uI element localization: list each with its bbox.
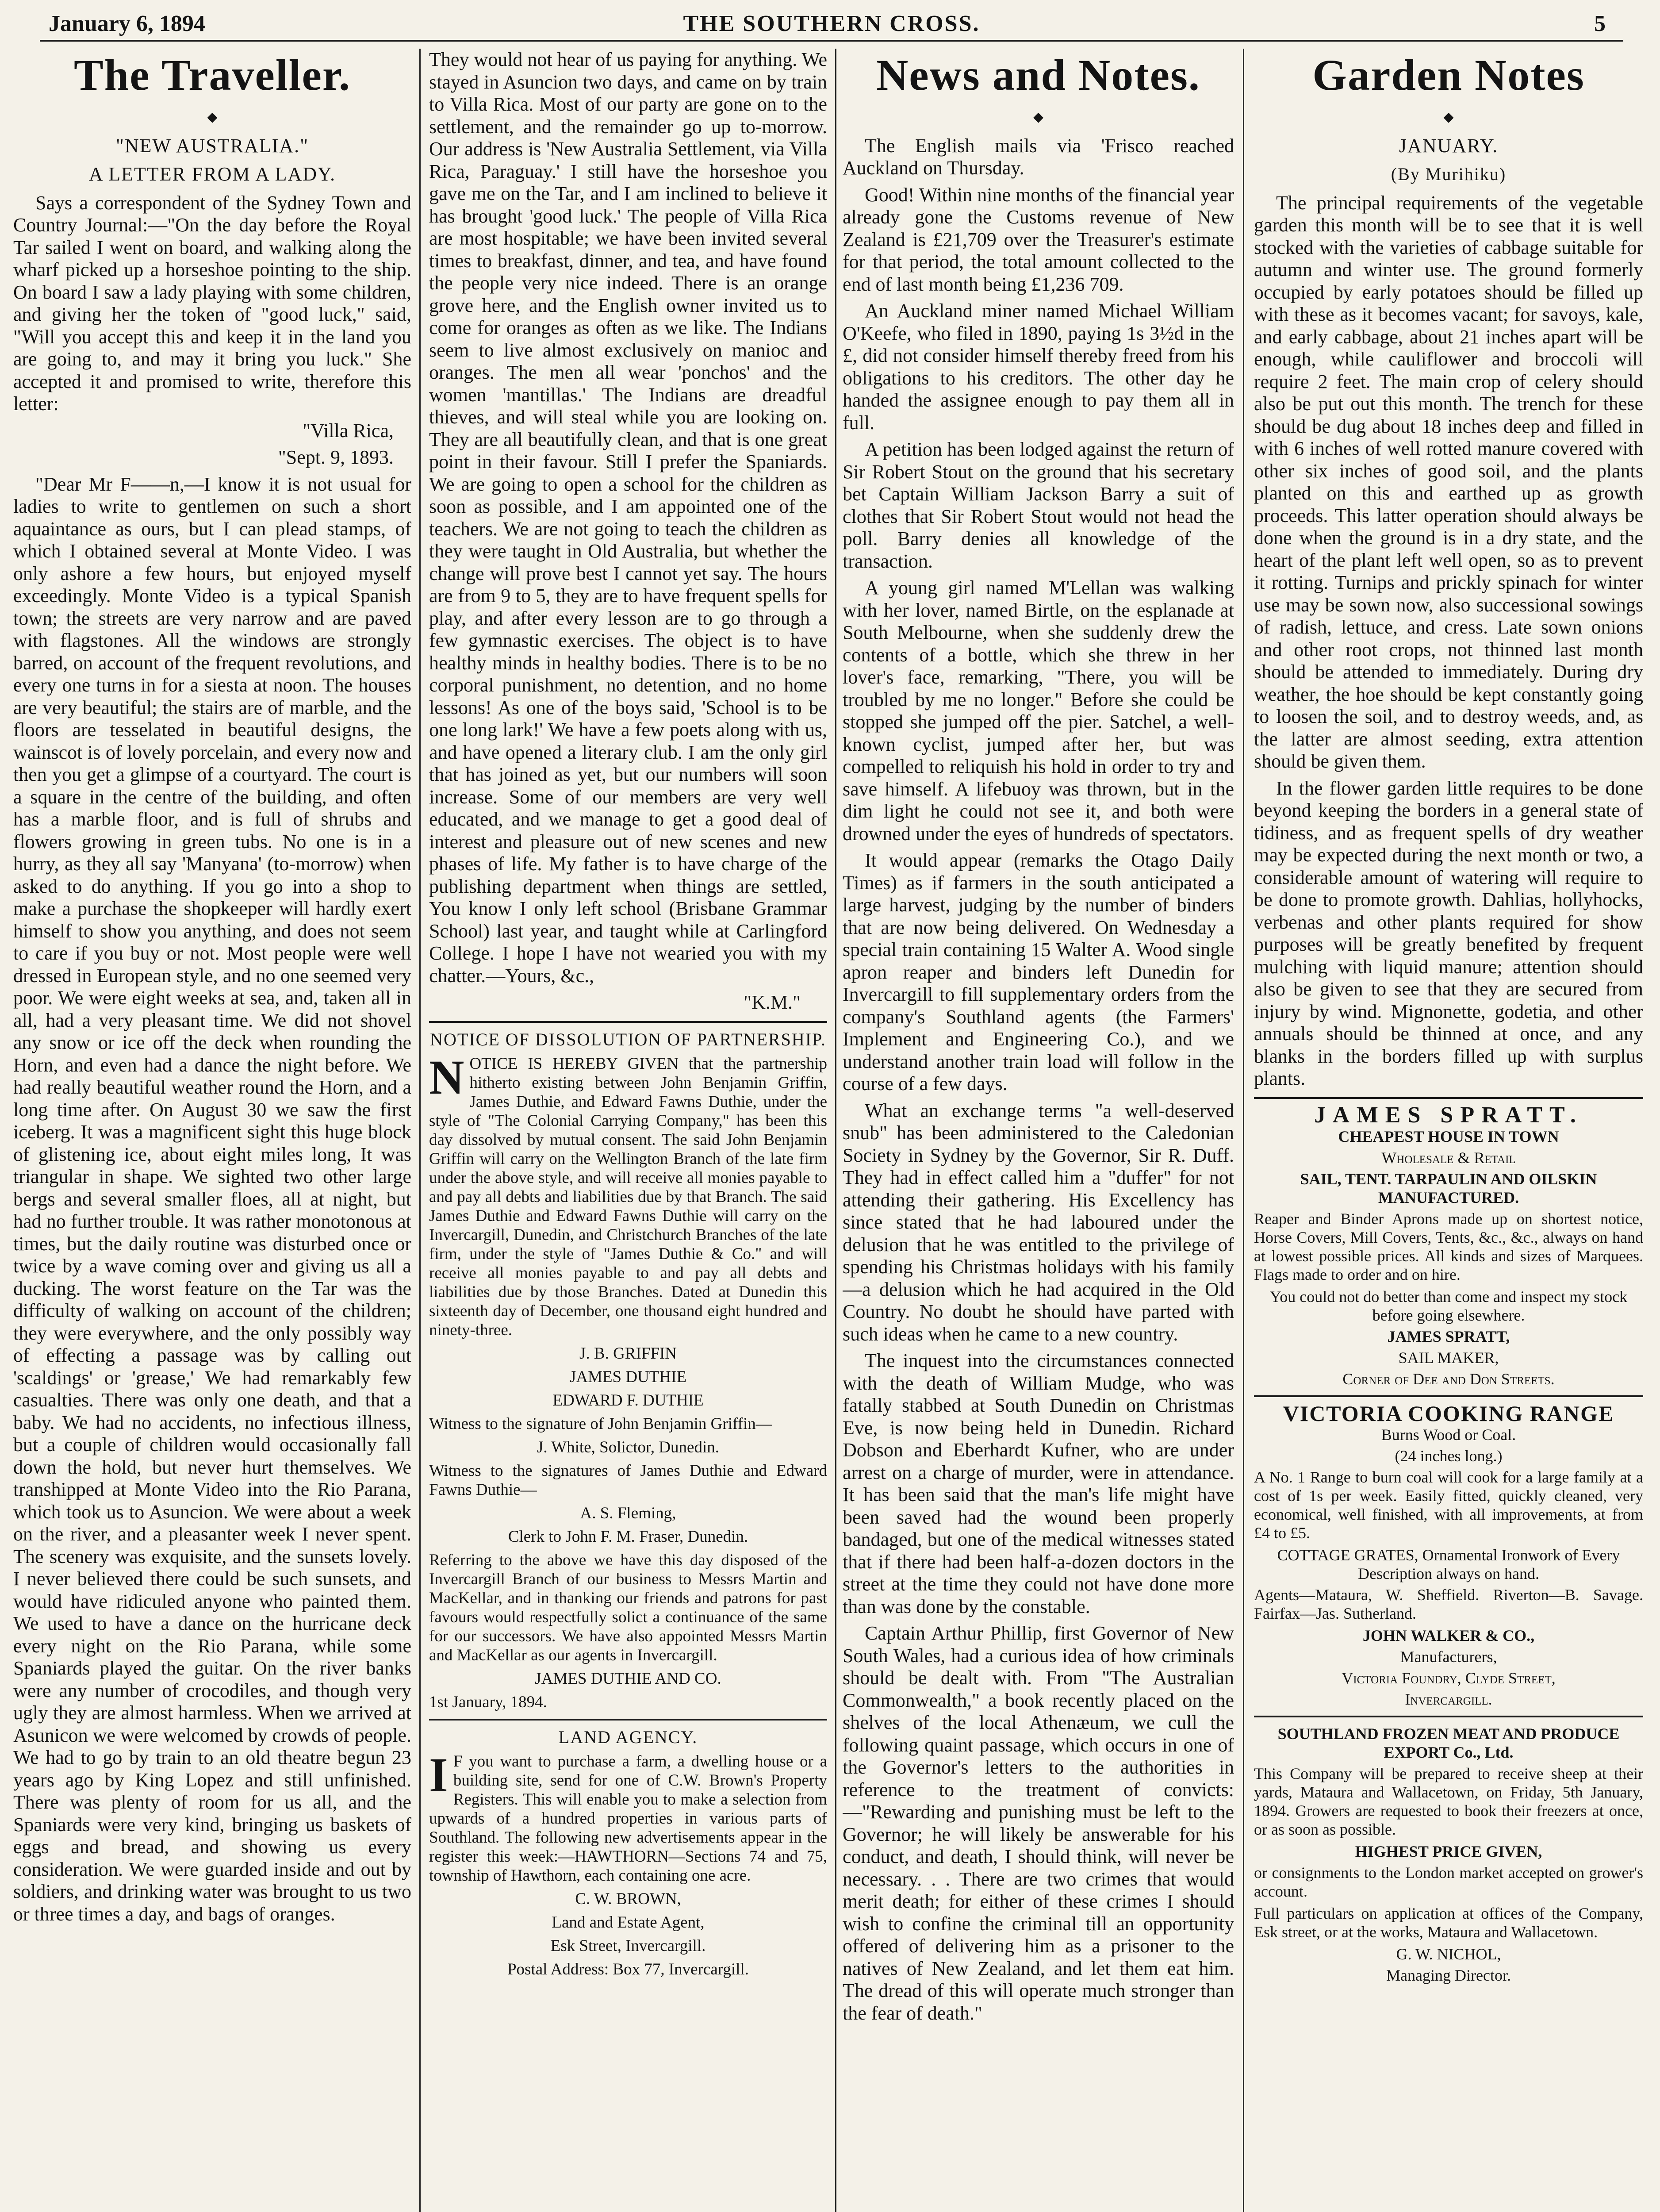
ad-line: Corner of Dee and Don Streets. [1342, 1370, 1555, 1388]
letter-dateline: "Villa Rica, [303, 419, 394, 442]
column-rule [835, 49, 836, 2212]
divider [429, 1719, 827, 1720]
news-paragraph: The English mails via 'Frisco reached Auckland on Thursday. [843, 134, 1234, 179]
agent-name: C. W. BROWN, [575, 1889, 681, 1908]
signatory: JAMES DUTHIE AND CO. [535, 1669, 721, 1688]
notice-body: Referring to the above we have this day disposed of the Invercargill Branch of our business to Messrs Martin and MacKellar, and in thanking our friends and patrons for past favours would respectfully solict a continuance of the same for our successors. We have also appointed Messrs Martin and MacKellar as our agents in Invercargill. [429, 1551, 827, 1664]
divider [429, 1021, 827, 1023]
ornament-icon: ◆ [1443, 110, 1454, 124]
ornament-icon: ◆ [207, 110, 218, 124]
ad-line: You could not do better than come and inspect my stock before going elsewhere. [1269, 1287, 1628, 1324]
traveller-heading: The Traveller. [73, 50, 351, 100]
ad-line: Burns Wood or Coal. [1381, 1425, 1516, 1444]
divider [1254, 1716, 1643, 1717]
column-traveller [13, 49, 411, 2212]
garden-month: JANUARY. [1399, 134, 1499, 157]
ad-title: SOUTHLAND FROZEN MEAT AND PRODUCE EXPORT Co., Ltd. [1277, 1724, 1620, 1761]
signatory: EDWARD F. DUTHIE [552, 1391, 704, 1409]
notice-date: 1st January, 1894. [429, 1693, 547, 1711]
witness-title: Clerk to John F. M. Fraser, Dunedin. [508, 1527, 748, 1546]
column-garden-ads [1254, 49, 1643, 2212]
witness-line: Witness to the signatures of James Duthie and Edward Fawns Duthie— [429, 1461, 827, 1499]
ad-title: LAND AGENCY. [558, 1727, 698, 1747]
ad-body: Reaper and Binder Aprons made up on shortest notice, Horse Covers, Mill Covers, Tents, &c., &c., always on hand at lowest possible prices. All kinds and sizes of Marquees. Flags made to order and on hire. [1254, 1210, 1643, 1283]
ad-line: COTTAGE GRATES, Ornamental Ironwork of Every Description always on hand. [1277, 1546, 1620, 1582]
victoria-range-ad [1254, 1401, 1643, 1709]
column-continued [429, 49, 827, 2212]
ad-line: SAIL, TENT. TARPAULIN AND OILSKIN MANUFACTURED. [1300, 1170, 1597, 1206]
drop-cap: I [429, 1747, 448, 1802]
ad-body: A No. 1 Range to burn coal will cook for a large family at a cost of 1s per week. Easily fitted, quickly cleaned, very economical, well finished, with all improvements, at from £4 to £5. [1254, 1468, 1643, 1542]
news-paragraph: What an exchange terms "a well-deserved snub" has been administered to the Caledonian Society in Sydney by the Governor, Sir R. Duff. They had in effect called him a "duffer" for not attending their gathering. His Excellency has since stated that he had laboured under the delusion that he was entitled to the privilege of spending his Christmas holidays with his family—a delusion which he had acquired in the Old Country. No doubt he should have parted with such ideas when he came to a new country. [843, 1099, 1234, 1345]
ad-line: (24 inches long.) [1395, 1447, 1503, 1465]
article-paragraph: They would not hear of us paying for anything. We stayed in Asuncion two days, and came on by train to Villa Rica. Most of our party are gone on to the settlement, and the remainder go up to-morrow. Our address is 'New Australia Settlement, via Villa Rica, Paraguay.' I still have the horseshoe you gave me on the Tar, and I am inclined to believe it has brought 'good luck.' The people of Villa Rica are most hospitable; we have been invited several times to breakfast, dinner, and tea, and have found the people very nice indeed. There is an orange grove here, and the English owner invited us to come for oranges as often as we like. The Indians seem to live almost exclusively on manioc and oranges. The men all wear 'ponchos' and the women 'mantillas.' The Indians are dreadful thieves, and will steal while you are looking on. They are all beautifully clean, and that is one great point in their favour. Still I prefer the Spaniards. We are going to open a school for the children as soon as possible, and I am appointed one of the teachers. We are not going to teach the children as they were taught in Old Australia, but whether the change will prove best I cannot yet say. The hours are from 9 to 5, they are to have frequent spells for play, and after every lesson are to go through a few gymnastic exercises. The object is to have healthy minds in healthy bodies. There is to be no corporal punishment, no detention, and no home lessons! As one of the boys said, 'School is to be one long lark!' We have a few poets along with us, and have opened a literary club. I am the only girl that has joined as yet, but our numbers will soon increase. Some of our members are very well educated, and we manage to get a good deal of interest and pleasure out of new scenes and new phases of life. My father is to have charge of the publishing department when things are settled, You know I only left school (Brisbane Grammar School) last year, and taught while at Carlingford College. I hope I have not wearied you with my chatter.—Yours, &c., [429, 49, 827, 987]
article-paragraph: "Dear Mr F——n,—I know it is not usual for ladies to write to gentlemen on such a short aquaintance as ours, but I can plead stamps, of which I obtained several at Monte Video. I was only ashore a few hours, but enjoyed myself exceedingly. Monte Video is a typical Spanish town; the streets are very narrow and are paved with flagstones. All the windows are strongly barred, on account of the frequent revolutions, and every one turns in for a siesta at noon. The houses are very beautiful; the stairs are of marble, and the floors are tesselated in beautiful designs, the wainscot is of lovely porcelain, and every now and then you get a glimpse of a courtyard. The court is a square in the centre of the building, and often has a marble floor, and is full of shrubs and flowers growing in green tubs. No one is in a hurry, as they all say 'Manyana' (to-morrow) when asked to do anything. If you go into a shop to make a purchase the shopkeeper will hardly exert himself to show you anything, and does not seem to care if you buy or not. Most people were well dressed in European style, and no one seemed very poor. We were eight weeks at sea, and, taken all in all, had a very pleasant time. We did not shovel any snow or ice off the deck when rounding the Horn, and even had a dance the night before. We had really beautiful weather round the Horn, and a long time after. On August 30 we saw the first iceberg. It was a magnificent sight this huge block of glistening ice, about eight miles long, It was triangular in shape. We sighted two other large bergs and several smaller floes, all at night, but had no further trouble. It was rather monotonous at times, but the daily routine was disturbed once or twice by a wave coming over and giving us all a ducking. The worst feature on the Tar was the difficulty of walking on account of the children; they were everywhere, and the only possibly way of effecting a passage was by calling out 'scaldings' or 'grease,' We had remarkably few casualties. There was only one death, and that a baby. We had no accidents, no infectious illness, but a couple of children would occasionally fall down the hold, but never hurt themselves. We transhipped at Monte Video into the Rio Parana, which took us to Asuncion. We were about a week on the river, and a pleasanter week I never spent. The scenery was exquisite, and the sunsets lovely. I never believed there could be such sunsets, and would have ridiculed anyone who painted them. We used to have a dance on the hurricane deck every night on the Rio Parana, while some Spaniards played the guitar. On the river banks were any number of crocodiles, and though very ugly they are almost harmless. When we arrived at Asunicon we were welcomed by crowds of people. We had to go by train to an old theatre begun 23 years ago by King Lopez and still unfinished. There was plenty of room for us all, and the Spaniards were very kind, bringing us baskets of eggs and bread, and showing us every consideration. We were guarded inside and out by soldiers, and drinking water was brought to us two or three times a day, and bags of oranges. [13, 473, 411, 1925]
page-number: 5 [1594, 11, 1606, 36]
ad-line: G. W. NICHOL, [1396, 1945, 1501, 1963]
ad-line: or consignments to the London market accepted on grower's account. [1254, 1863, 1643, 1900]
article-paragraph: Says a correspondent of the Sydney Town and Country Journal:—"On the day before the Royal Tar sailed I went on board, and walking along the wharf picked up a horseshoe pointing to the ship. On board I saw a lady playing with some children, and giving her the token of "good luck," said, "Will you accept this and keep it in the land you are going to, and may it bring you luck." She accepted it and promised to write, therefore this letter: [13, 192, 411, 415]
spratt-ad [1254, 1102, 1643, 1388]
signatory: J. B. GRIFFIN [579, 1344, 677, 1363]
news-paragraph: An Auckland miner named Michael William O'Keefe, who filed in 1890, paying 1s 3½d in the £, did not consider himself thereby freed from his obligations to his creditors. The other day he handed the assignee enough to pay them all in full. [843, 300, 1234, 434]
drop-cap: N [429, 1050, 464, 1104]
garden-paragraph: In the flower garden little requires to be done beyond keeping the borders in a general state of tidiness, and as frequent spells of dry weather may be expected during the next month or two, a considerable amount of watering will require to be done to promote growth. Dahlias, hollyhocks, verbenas and other plants required for show purposes will be greatly benefited by frequent mulching with liquid manure; attention should also be given to see that they are secured from injury by wind. Mignonette, godetia, and other annuals should be thinned at once, and any blanks in the borders filled up with surplus plants. [1254, 777, 1643, 1089]
paper-title: THE SOUTHERN CROSS. [683, 11, 980, 36]
news-paragraph: A petition has been lodged against the return of Sir Robert Stout on the ground that his secretary bet Captain William Jackson Barry a suit of clothes that Sir Robert Stout would not head the poll. Barry denies all knowledge of the transaction. [843, 438, 1234, 572]
divider [1254, 1395, 1643, 1397]
ornament-icon: ◆ [1033, 110, 1044, 124]
ad-line: Victoria Foundry, Clyde Street, [1342, 1669, 1556, 1687]
ad-line: Manufacturers, [1400, 1647, 1497, 1666]
ad-line: Managing Director. [1386, 1966, 1511, 1984]
ad-name: JAMES SPRATT. [1314, 1102, 1583, 1128]
news-paragraph: A young girl named M'Lellan was walking with her lover, named Birtle, on the esplanade at South Melbourne, when she suddenly drew the contents of a bottle, which she threw in her lover's face, remarking, "There, you will be troubled by me no longer." Before she could be stopped she jumped off the pier. Satchel, a well-known cyclist, jumped after her, but was compelled to reliquish his hold in order to try and save himself. A lifebuoy was thrown, but in the dim light he could not see it, and both were drowned under the eyes of hundreds of spectators. [843, 577, 1234, 845]
land-agency-ad [429, 1728, 827, 1979]
agent-title: Land and Estate Agent, [552, 1913, 705, 1932]
witness-line: Witness to the signature of John Benjamin Griffin— [429, 1414, 772, 1433]
news-paragraph: Good! Within nine months of the financial year already gone the Customs revenue of New Zealand is £21,709 over the Treasurer's estimate for that period, the total amount collected to the end of last month being £1,236 709. [843, 184, 1234, 295]
column-news [843, 49, 1234, 2212]
news-paragraph: Captain Arthur Phillip, first Governor of New South Wales, had a curious idea of how criminals should be dealt with. From "The Australian Commonwealth," a book recently placed on the shelves of the local Athenæum, we cull the following quaint passage, which occurs in one of the Governor's letters to the authorities in reference to the treatment of convicts:—"Rewarding and punishing must be left to the Governor; he will likely be answerable for his conduct, and death, I should think, will never be necessary. . . There are two crimes that would merit death; for either of these crimes I should wish to confine the criminal till an opportunity offered of delivering him as a prisoner to the natives of New Zealand, and let them eat him. The dread of this will operate much stronger than the fear of death." [843, 1622, 1234, 2024]
column-rule [419, 49, 421, 2212]
column-rule [1243, 49, 1244, 2212]
letter-dateline: "Sept. 9, 1893. [278, 446, 394, 468]
traveller-subtitle: "NEW AUSTRALIA." [115, 134, 309, 157]
postal-address: Postal Address: Box 77, Invercargill. [507, 1960, 749, 1978]
dissolution-notice [429, 1030, 827, 1712]
divider [1254, 1097, 1643, 1099]
ad-line: HIGHEST PRICE GIVEN, [1355, 1842, 1542, 1860]
garden-paragraph: The principal requirements of the vegetable garden this month will be to see that it is well stocked with the varieties of cabbage suitable for autumn and winter use. The ground formerly occupied by early potatoes should be filled up with these as it becomes vacant; for savoys, kale, and early cabbage, about 21 inches apart will be enough, while cauliflower and broccoli will require 2 feet. The main crop of celery should also be put out this month. The trench for these should be dug about 18 inches deep and filled in with 6 inches of well rotted manure covered with other six inches of good soil, and the plants planted on this and earthed up as growth proceeds. This latter operation should always be done when the ground is in a dry state, and the heart of the plant left well open, so as to prevent it rotting. Turnips and prickly spinach for winter use may be sown now, also successional sowings of radish, lettuce, and cress. Late sown onions and other root crops, not thinned last month should be attended to immediately. During dry weather, the hoe should be kept constantly going to loosen the soil, and to destroy weeds, and, as the latter are almost seeding, extra attention should be given them. [1254, 192, 1643, 772]
agent-address: Esk Street, Invercargill. [550, 1936, 706, 1955]
ad-line: JOHN WALKER & CO., [1362, 1626, 1535, 1644]
ad-body: This Company will be prepared to receive sheep at their yards, Mataura and Wallacetown, on Friday, 5th January, 1894. Growers are requested to book their freezers at once, or as soon as possible. [1254, 1764, 1643, 1838]
signatory: JAMES DUTHIE [569, 1367, 687, 1386]
letter-title: A LETTER FROM A LADY. [88, 163, 336, 185]
news-paragraph: The inquest into the circumstances connected with the death of William Mudge, who was fatally stabbed at South Dunedin on Christmas Eve, is now being held in Dunedin. Richard Dobson and Eberhardt Kufner, who are under arrest on a charge of murder, were in attendance. It has been said that the man's life might have been saved had the wound been properly bandaged, but one of the medical witnesses stated that if there had been half-a-dozen doctors in the street at the time they could not have done more than was done by the constable. [843, 1350, 1234, 1617]
ad-line: Full particulars on application at offices of the Company, Esk street, or at the works, Mataura and Wallacetown. [1254, 1904, 1643, 1941]
garden-heading: Garden Notes [1312, 50, 1585, 100]
garden-byline: (By Murihiku) [1391, 164, 1507, 184]
ad-title: VICTORIA COOKING RANGE [1283, 1401, 1614, 1426]
ad-line: CHEAPEST HOUSE IN TOWN [1338, 1127, 1559, 1145]
witness-name: J. White, Solictor, Dunedin. [537, 1438, 719, 1456]
ad-line: Wholesale & Retail [1381, 1148, 1516, 1167]
news-paragraph: It would appear (remarks the Otago Daily Times) as if farmers in the south anticipated a large harvest, judging by the number of binders that are now being delivered. On Wednesday a special train containing 15 Walter A. Wood single apron reaper and binders left Dunedin for Invercargill to fill supplementary orders from the company's Southland agents (the Farmers' Implement and Engineering Co.), and we understand another train load will follow in the course of a few days. [843, 849, 1234, 1094]
ad-body: F you want to purchase a farm, a dwelling house or a building site, send for one of C.W. Brown's Property Registers. This will enable you to make a selection from upwards of a hundred properties in various parts of Southland. The following new advertisements appear in the register this week:—HAWTHORN—Sections 74 and 75, township of Hawthorn, each containing one acre. [429, 1752, 827, 1885]
witness-name: A. S. Fleming, [580, 1504, 676, 1522]
masthead [40, 8, 1623, 42]
notice-title: NOTICE OF DISSOLUTION OF PARTNERSHIP. [430, 1029, 826, 1049]
ad-line: Invercargill. [1405, 1690, 1492, 1708]
frozen-meat-ad [1254, 1724, 1643, 1985]
issue-date: January 6, 1894 [49, 11, 205, 36]
letter-signoff: "K.M." [744, 991, 801, 1013]
ad-line: JAMES SPRATT, [1387, 1327, 1510, 1345]
notice-body: OTICE IS HEREBY GIVEN that the partnership hitherto existing between John Benjamin Griffin, James Duthie, and Edward Fawns Duthie, under the style of "The Colonial Carrying Company," has been this day dissolved by mutual consent. The said John Benjamin Griffin will carry on the Wellington Branch of the late firm under the above style, and will receive all monies payable to and pay all debts and liabilities due by that Branch. The said James Duthie and Edward Fawns Duthie will carry on the Invercargill, Dunedin, and Christchurch Branches of the late firm, under the style of "James Duthie & Co." and will receive all monies payable to and pay all debts and liabilities due by those Branches. Dated at Dunedin this sixteenth day of December, one thousand eight hundred and ninety-three. [429, 1054, 827, 1339]
ad-agents: Agents—Mataura, W. Sheffield. Riverton—B. Savage. Fairfax—Jas. Sutherland. [1254, 1586, 1643, 1622]
ad-line: SAIL MAKER, [1398, 1348, 1499, 1367]
news-heading: News and Notes. [876, 50, 1200, 100]
